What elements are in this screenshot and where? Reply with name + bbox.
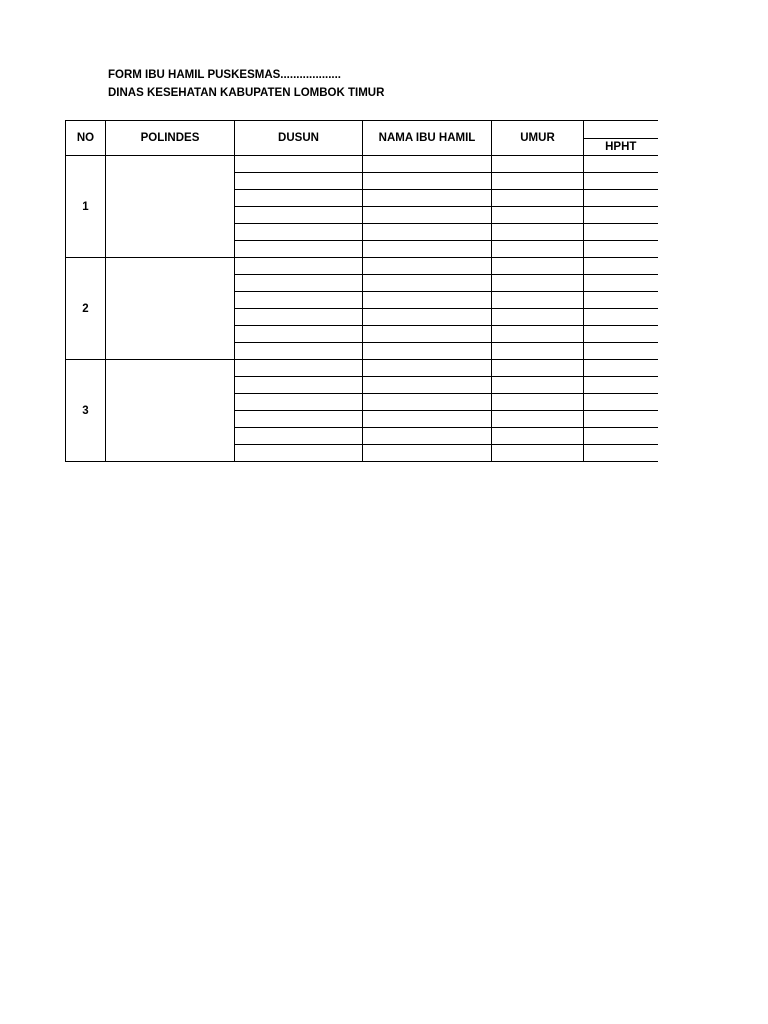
cell-umur[interactable] (492, 343, 584, 360)
cell-dusun[interactable] (235, 394, 363, 411)
table-row (66, 360, 658, 377)
cell-polindes[interactable] (106, 258, 235, 360)
cell-nama-ibu-hamil[interactable] (363, 326, 492, 343)
cell-nama-ibu-hamil[interactable] (363, 224, 492, 241)
cell-dusun[interactable] (235, 360, 363, 377)
cell-hpht[interactable] (584, 190, 658, 207)
cell-dusun[interactable] (235, 275, 363, 292)
cell-umur[interactable] (492, 360, 584, 377)
header-hpht: HPHT (584, 139, 658, 156)
cell-umur[interactable] (492, 275, 584, 292)
cell-nama-ibu-hamil[interactable] (363, 207, 492, 224)
cell-umur[interactable] (492, 224, 584, 241)
cell-umur[interactable] (492, 445, 584, 462)
cell-polindes[interactable] (106, 156, 235, 258)
cell-hpht[interactable] (584, 428, 658, 445)
cell-hpht[interactable] (584, 224, 658, 241)
cell-polindes[interactable] (106, 360, 235, 462)
cell-hpht[interactable] (584, 309, 658, 326)
cell-nama-ibu-hamil[interactable] (363, 377, 492, 394)
cell-umur[interactable] (492, 156, 584, 173)
cell-nama-ibu-hamil[interactable] (363, 275, 492, 292)
cell-hpht[interactable] (584, 394, 658, 411)
table-row (66, 156, 658, 173)
cell-nama-ibu-hamil[interactable] (363, 156, 492, 173)
cell-umur[interactable] (492, 309, 584, 326)
form-subtitle: DINAS KESEHATAN KABUPATEN LOMBOK TIMUR (108, 87, 385, 99)
cell-umur[interactable] (492, 377, 584, 394)
cell-dusun[interactable] (235, 190, 363, 207)
cell-umur[interactable] (492, 411, 584, 428)
cell-umur[interactable] (492, 241, 584, 258)
cell-hpht[interactable] (584, 241, 658, 258)
cell-nama-ibu-hamil[interactable] (363, 411, 492, 428)
header-no: NO (66, 121, 106, 156)
cell-no: 2 (66, 258, 106, 360)
header-dusun: DUSUN (235, 121, 363, 156)
cell-dusun[interactable] (235, 326, 363, 343)
cell-hpht[interactable] (584, 275, 658, 292)
cell-hpht[interactable] (584, 173, 658, 190)
cell-nama-ibu-hamil[interactable] (363, 292, 492, 309)
cell-nama-ibu-hamil[interactable] (363, 428, 492, 445)
cell-umur[interactable] (492, 326, 584, 343)
cell-umur[interactable] (492, 258, 584, 275)
cell-nama-ibu-hamil[interactable] (363, 394, 492, 411)
cell-dusun[interactable] (235, 309, 363, 326)
cell-dusun[interactable] (235, 241, 363, 258)
cell-dusun[interactable] (235, 258, 363, 275)
cell-hpht[interactable] (584, 360, 658, 377)
cell-nama-ibu-hamil[interactable] (363, 445, 492, 462)
cell-nama-ibu-hamil[interactable] (363, 173, 492, 190)
cell-umur[interactable] (492, 428, 584, 445)
header-nama-ibu-hamil: NAMA IBU HAMIL (363, 121, 492, 156)
cell-hpht[interactable] (584, 326, 658, 343)
pregnant-women-form-table (65, 120, 658, 462)
cell-dusun[interactable] (235, 292, 363, 309)
cell-nama-ibu-hamil[interactable] (363, 190, 492, 207)
cell-dusun[interactable] (235, 428, 363, 445)
cell-umur[interactable] (492, 292, 584, 309)
cell-dusun[interactable] (235, 343, 363, 360)
cell-umur[interactable] (492, 394, 584, 411)
cell-hpht[interactable] (584, 292, 658, 309)
cell-dusun[interactable] (235, 445, 363, 462)
cell-dusun[interactable] (235, 377, 363, 394)
header-hpht-group (584, 121, 658, 139)
cell-umur[interactable] (492, 173, 584, 190)
cell-dusun[interactable] (235, 207, 363, 224)
header-polindes: POLINDES (106, 121, 235, 156)
cell-umur[interactable] (492, 207, 584, 224)
form-header (108, 66, 384, 102)
cell-nama-ibu-hamil[interactable] (363, 309, 492, 326)
cell-nama-ibu-hamil[interactable] (363, 258, 492, 275)
cell-hpht[interactable] (584, 258, 658, 275)
cell-umur[interactable] (492, 190, 584, 207)
form-title: FORM IBU HAMIL PUSKESMAS................... (108, 69, 341, 81)
header-umur: UMUR (492, 121, 584, 156)
cell-nama-ibu-hamil[interactable] (363, 241, 492, 258)
cell-hpht[interactable] (584, 207, 658, 224)
cell-hpht[interactable] (584, 156, 658, 173)
cell-dusun[interactable] (235, 411, 363, 428)
cell-no: 1 (66, 156, 106, 258)
cell-nama-ibu-hamil[interactable] (363, 360, 492, 377)
table-row (66, 258, 658, 275)
cell-nama-ibu-hamil[interactable] (363, 343, 492, 360)
cell-hpht[interactable] (584, 343, 658, 360)
cell-hpht[interactable] (584, 377, 658, 394)
cell-dusun[interactable] (235, 224, 363, 241)
cell-hpht[interactable] (584, 411, 658, 428)
cell-hpht[interactable] (584, 445, 658, 462)
cell-dusun[interactable] (235, 173, 363, 190)
cell-no: 3 (66, 360, 106, 462)
cell-dusun[interactable] (235, 156, 363, 173)
